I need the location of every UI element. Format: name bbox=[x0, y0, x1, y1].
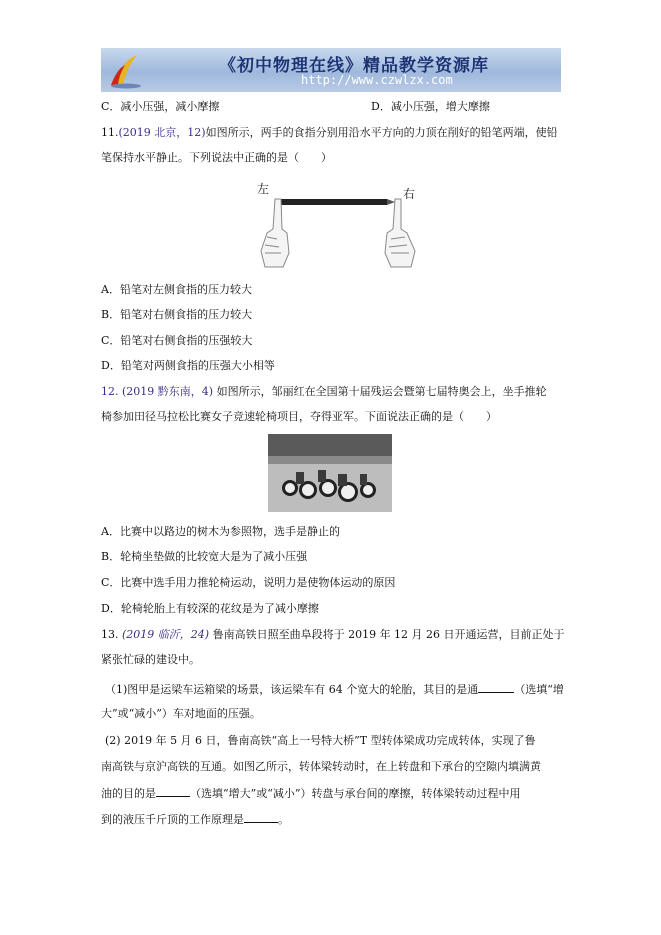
q13-part2-line2: 南高铁与京沪高铁的互通。如图乙所示，转体梁转动时，在上转盘和下承台的空隙内填满黄 bbox=[101, 760, 541, 773]
q11-option-c: C．铅笔对右侧食指的压强较大 bbox=[101, 334, 253, 347]
q11-stem-line2: 笔保持水平静止。下列说法中正确的是（ ） bbox=[101, 151, 332, 164]
q13-stem-text1: 鲁南高铁日照至曲阜段将于 2019 年 12 月 26 日开通运营，目前正处于 bbox=[212, 628, 565, 641]
q12-number: 12. bbox=[101, 385, 119, 398]
q13-blank-2[interactable] bbox=[156, 784, 190, 797]
q13-number: 13. bbox=[101, 628, 119, 641]
q12-stem-line2: 椅参加田径马拉松比赛女子竞速轮椅项目，夺得亚军。下面说法正确的是（ ） bbox=[101, 410, 497, 423]
prev-option-c: C．减小压强，减小摩擦 bbox=[101, 100, 220, 113]
q13-part1-text-b: （选填“增 bbox=[514, 683, 564, 696]
q11-option-b: B．铅笔对右侧食指的压力较大 bbox=[101, 308, 253, 321]
q12-source: (2019 黔东南，4) bbox=[122, 385, 214, 398]
banner-url[interactable]: http://www.czwlzx.com bbox=[301, 73, 453, 87]
q12-option-b: B．轮椅坐垫做的比较宽大是为了减小压强 bbox=[101, 550, 308, 563]
q11-option-a: A．铅笔对左侧食指的压力较大 bbox=[101, 283, 252, 296]
q11-option-d: D．铅笔对两侧食指的压强大小相等 bbox=[101, 359, 275, 372]
q13-part1-text-a: （1)图甲是运梁车运箱梁的场景，该运梁车有 64 个宽大的轮胎，其目的是通 bbox=[105, 683, 479, 696]
q13-blank-3[interactable] bbox=[244, 810, 278, 823]
q13-stem-line2: 紧张忙碌的建设中。 bbox=[101, 653, 200, 666]
q13-stem-line1 bbox=[101, 627, 565, 643]
q11-number: 11. bbox=[101, 126, 119, 139]
right-hand-icon bbox=[385, 199, 415, 267]
q13-part2-text4a: 到的液压千斤顶的工作原理是 bbox=[101, 813, 244, 826]
pencil-icon bbox=[281, 199, 387, 205]
q11-figure-pencil-between-fingers bbox=[255, 181, 425, 271]
q12-option-c: C．比赛中选手用力推轮椅运动，说明力是使物体运动的原因 bbox=[101, 576, 396, 589]
q13-part2-line3 bbox=[101, 784, 521, 802]
q13-blank-1[interactable] bbox=[478, 680, 514, 693]
q12-option-a: A．比赛中以路边的树木为参照物，选手是静止的 bbox=[101, 525, 340, 538]
q11-stem-text1: 如图所示，两手的食指分别用沿水平方向的力顶在削好的铅笔两端，使铅 bbox=[205, 126, 558, 139]
q13-part2-text4b: 。 bbox=[278, 813, 289, 826]
q13-part1-line1 bbox=[105, 680, 564, 698]
prev-option-d: D．减小压强，增大摩擦 bbox=[371, 100, 490, 113]
site-logo-icon bbox=[107, 51, 145, 89]
q13-source: (2019 临沂，24) bbox=[122, 628, 210, 641]
header-banner bbox=[101, 48, 561, 92]
q12-photo-wheelchair-race bbox=[268, 434, 392, 512]
q11-figure-left-label: 左 bbox=[257, 182, 270, 196]
banner-title: 《初中物理在线》精品教学资源库 bbox=[219, 56, 489, 76]
q11-figure-right-label: 右 bbox=[403, 187, 416, 201]
q13-part2-text3b: （选填“增大”或“减小”）转盘与承台间的摩擦，转体梁转动过程中用 bbox=[190, 787, 521, 800]
q12-stem-line1 bbox=[101, 384, 547, 400]
q13-part2-text3a: 油的目的是 bbox=[101, 787, 156, 800]
q11-source: (2019 北京，12) bbox=[118, 126, 206, 139]
q12-option-d: D．轮椅轮胎上有较深的花纹是为了减小摩擦 bbox=[101, 602, 319, 615]
q13-part1-line2: 大”或“减小”）车对地面的压强。 bbox=[101, 707, 261, 720]
q12-stem-text1: 如图所示，邹丽红在全国第十届残运会暨第七届特奥会上，坐手推轮 bbox=[216, 385, 547, 398]
q13-part2-line4 bbox=[101, 810, 289, 828]
left-hand-icon bbox=[261, 199, 289, 267]
q13-part2-line1: (2) 2019 年 5 月 6 日，鲁南高铁“高上一号特大桥”T 型转体梁成功完成转体，实现了鲁 bbox=[105, 734, 536, 747]
q11-stem-line1 bbox=[101, 125, 558, 141]
